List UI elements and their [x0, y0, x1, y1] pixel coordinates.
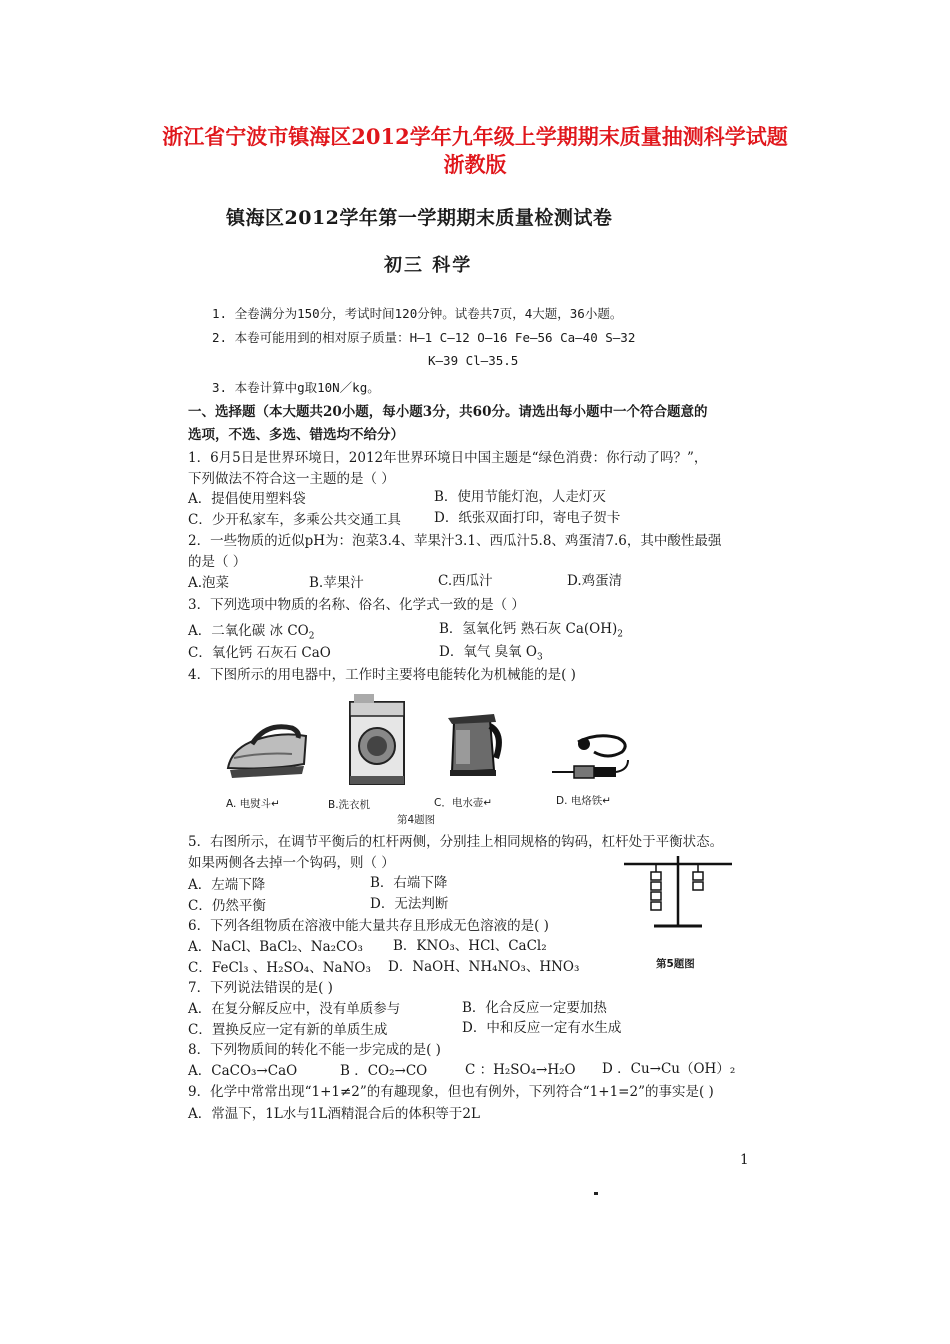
q8-option-d: D ．Cu→Cu（OH）₂ [602, 1061, 736, 1077]
note-1: 1. 全卷满分为150分，考试时间120分钟。试卷共7页，4大题，36小题。 [212, 306, 623, 321]
q6-option-c: C．FeCl₃ 、H₂SO₄、NaNO₃ [188, 960, 371, 976]
q4-label-a: A. 电熨斗↵ [226, 798, 280, 810]
scan-speck [594, 1192, 598, 1195]
page-number: 1 [740, 1152, 749, 1168]
q2-option-d: D.鸡蛋清 [567, 573, 623, 589]
q1-stem-cont: 下列做法不符合这一主题的是（ ） [188, 471, 395, 487]
q6-option-d: D．NaOH、NH₄NO₃、HNO₃ [388, 959, 580, 975]
document-edition: 浙教版 [443, 152, 507, 177]
q3-option-c: C．氧化钙 石灰石 CaO [188, 645, 331, 661]
electric-kettle-image [444, 708, 506, 778]
q9-stem: 9．化学中常常出现“1+1≠2”的有趣现象，但也有例外，下列符合“1+1=2”的事实是( ) [188, 1084, 714, 1100]
q1-option-a: A．提倡使用塑料袋 [188, 491, 306, 507]
note-2-cont: K—39 Cl—35.5 [428, 353, 519, 368]
q6-stem: 6．下列各组物质在溶液中能大量共存且形成无色溶液的是( ) [188, 918, 549, 934]
q8-option-a: A．CaCO₃→CaO [188, 1063, 298, 1079]
q1-option-d: D．纸张双面打印，寄电子贺卡 [434, 510, 621, 526]
q1-option-b: B．使用节能灯泡，人走灯灭 [434, 489, 606, 505]
q3-option-d: D．氧气 臭氧 $O_3$ [439, 644, 543, 663]
q5-stem-cont: 如果两侧各去掉一个钩码，则（ ） [188, 855, 395, 871]
q7-option-d: D．中和反应一定有水生成 [462, 1020, 622, 1036]
q3-option-b: B．氢氧化钙 熟石灰 $Ca(OH)_2$ [439, 621, 623, 640]
electric-iron-image [222, 718, 312, 788]
q8-option-c: C ：H₂SO₄→H₂O [465, 1062, 576, 1078]
q5-figure-caption: 第5题图 [656, 958, 695, 970]
note-2: 2. 本卷可能用到的相对原子质量：H—1 C—12 O—16 Fe—56 Ca—40 S—32 [212, 330, 636, 345]
q5-option-c: C．仍然平衡 [188, 898, 266, 914]
section-heading: 一、选择题（本大题共20小题，每小题3分，共60分。请选出每小题中一个符合题意的 [188, 404, 708, 420]
q5-option-b: B．右端下降 [370, 875, 448, 891]
q5-option-d: D．无法判断 [370, 896, 449, 912]
q2-option-c: C.西瓜汁 [438, 573, 493, 589]
q6-option-a: A．NaCl、BaCl₂、Na₂CO₃ [188, 939, 363, 955]
note-3: 3. 本卷计算中g取10N／kg。 [212, 380, 380, 395]
section-heading-cont: 选项，不选、多选、错选均不给分） [188, 427, 404, 443]
soldering-iron-image [548, 730, 634, 790]
document-title: 浙江省宁波市镇海区2012学年九年级上学期期末质量抽测科学试题 [162, 124, 788, 149]
q3-stem: 3．下列选项中物质的名称、俗名、化学式一致的是（ ） [188, 597, 525, 613]
q4-label-d: D. 电烙铁↵ [556, 795, 612, 807]
q4-label-b: B.洗衣机 [328, 799, 371, 811]
q7-option-b: B．化合反应一定要加热 [462, 1000, 607, 1016]
q8-stem: 8．下列物质间的转化不能一步完成的是( ) [188, 1042, 441, 1058]
q9-option-a: A．常温下，1L水与1L酒精混合后的体积等于2L [188, 1106, 480, 1122]
q1-stem: 1．6月5日是世界环境日，2012年世界环境日中国主题是“绿色消费：你行动了吗？”， [188, 450, 708, 466]
lever-balance-image [618, 852, 738, 936]
q2-stem: 2．一些物质的近似pH为：泡菜3.4、苹果汁3.1、西瓜汁5.8、鸡蛋清7.6，其中酸性最强 [188, 533, 722, 549]
q4-stem: 4．下图所示的用电器中，工作时主要将电能转化为机械能的是( ) [188, 667, 576, 683]
q7-option-a: A．在复分解反应中，没有单质参与 [188, 1001, 401, 1017]
q2-stem-cont: 的是（ ） [188, 554, 247, 570]
q5-stem: 5．右图所示，在调节平衡后的杠杆两侧，分别挂上相同规格的钩码，杠杆处于平衡状态。 [188, 834, 724, 850]
q7-option-c: C．置换反应一定有新的单质生成 [188, 1022, 388, 1038]
washing-machine-image [346, 692, 408, 788]
paper-subtitle: 初三 科学 [384, 255, 473, 276]
q4-label-c: C．电水壶↵ [434, 797, 493, 809]
q3-option-a: A．二氧化碳 冰 $CO_2$ [188, 623, 315, 642]
q8-option-b: B ．CO₂→CO [340, 1063, 428, 1079]
q1-option-c: C．少开私家车，多乘公共交通工具 [188, 512, 401, 528]
paper-title: 镇海区2012学年第一学期期末质量检测试卷 [226, 207, 613, 229]
q5-option-a: A．左端下降 [188, 877, 266, 893]
q6-option-b: B．KNO₃、HCl、CaCl₂ [393, 938, 547, 954]
q7-stem: 7．下列说法错误的是( ) [188, 980, 333, 996]
q2-option-b: B.苹果汁 [309, 575, 364, 591]
q2-option-a: A.泡菜 [188, 575, 230, 591]
q4-figure-caption: 第4题图 [397, 814, 436, 826]
